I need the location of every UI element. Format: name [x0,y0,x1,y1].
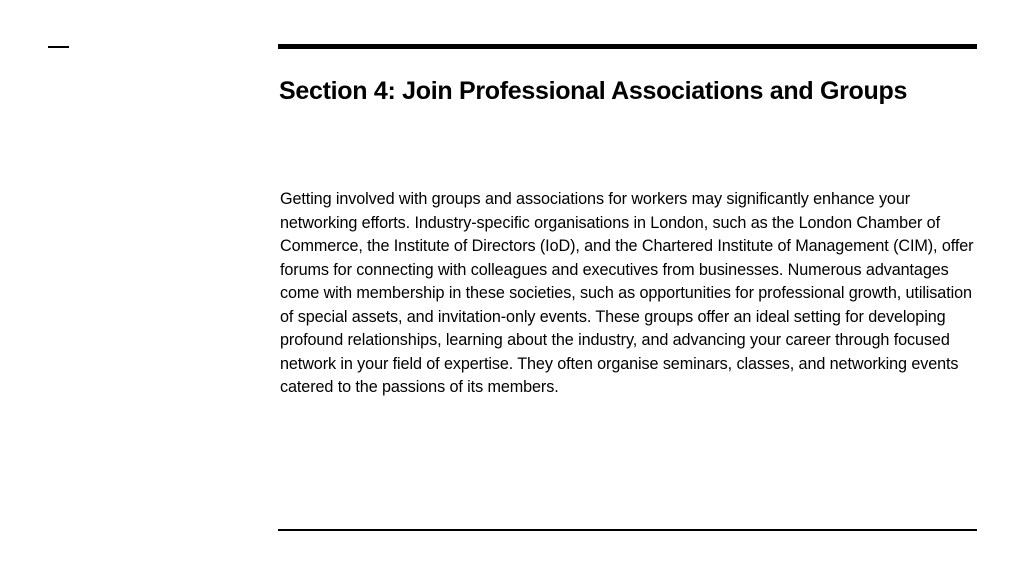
corner-dash-decoration [48,46,69,48]
bottom-rule [278,529,977,531]
slide-body-text: Getting involved with groups and associations for workers may significantly enhance your networking efforts. Industry-specific organisations in London, such as the London Chamber of Commerce, the Institute of Directors (IoD), and the Chartered Institute of Management (CIM), offer forums for connecting with colleagues and executives from businesses. Numerous advantages come with membership in these societies, such as opportunities for professional growth, utilisation of special assets, and invitation-only events. These groups offer an ideal setting for developing profound relationships, learning about the industry, and advancing your career through focused network in your field of expertise. They often organise seminars, classes, and networking events catered to the passions of its members. [280,190,974,396]
slide-title: Section 4: Join Professional Associations and Groups [279,77,908,105]
top-rule [278,44,977,49]
